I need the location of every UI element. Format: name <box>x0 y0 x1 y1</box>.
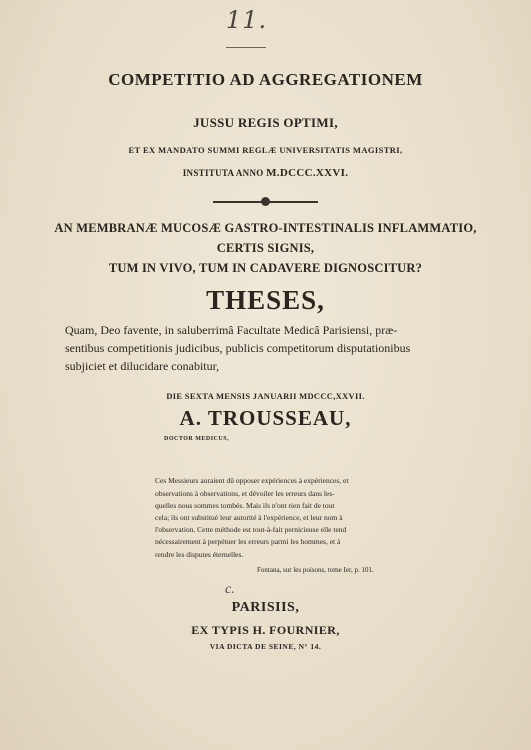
question-line-2: CERTIS SIGNIS, <box>216 241 315 255</box>
theses-heading: THESES, <box>206 285 325 315</box>
quote-line: quelles nous sommes tombés. Mais ils n'ont rien fait de tout <box>155 501 335 510</box>
quote-citation: Fontana, sur les poisons, tome Ier, p. 101. <box>257 566 374 574</box>
ornamental-rule-dot <box>261 197 270 206</box>
author-title: DOCTOR MEDICUS, <box>164 436 230 442</box>
imprint-address: VIA DICTA DE SEINE, N° 14. <box>209 642 322 651</box>
author-name: A. TROUSSEAU, <box>179 406 352 430</box>
question-line-3: TUM IN VIVO, TUM IN CADAVERE DIGNOSCITUR? <box>108 261 423 275</box>
manuscript-number: 11. <box>226 6 268 34</box>
instituta-year: M.DCCC.XXVI. <box>266 167 349 179</box>
quote-line: cela; ils ont substitué leur autorité à l'expérience, et leur nom à <box>155 513 343 522</box>
body-line-2: sentibus competitionis judicibus, publicis competitorum disputationibus <box>65 341 411 355</box>
imprint-city: PARISIIS, <box>231 600 300 615</box>
page-subtitle: JUSSU REGIS OPTIMI, <box>193 115 338 130</box>
body-line-1: Quam, Deo favente, in saluberrimâ Facultate Medicâ Parisiensi, præ- <box>65 323 398 337</box>
manuscript-underline <box>226 47 266 48</box>
body-line-3: subjiciet et dilucidare conabitur, <box>65 359 220 373</box>
quote-line: nécessairement à perpétuer les erreurs parmi les hommes, et à <box>155 537 341 546</box>
quote-line: Ces Messieurs auraient dû opposer expériences à expériences, et <box>155 476 349 485</box>
page-title: COMPETITIO AD AGGREGATIONEM <box>108 70 423 89</box>
date-line: DIE SEXTA MENSIS JANUARII MDCCC,XXVII. <box>166 391 365 401</box>
question-line-1: AN MEMBRANÆ MUCOSÆ GASTRO-INTESTINALIS INFLAMMATIO, <box>54 221 477 235</box>
quote-line: observations à observations, et dévoiler les erreurs dans les- <box>155 489 335 498</box>
mandate-line: ET EX MANDATO SUMMI REGLÆ UNIVERSITATIS MAGISTRI, <box>128 145 403 155</box>
instituta-prefix: INSTITUTA ANNO <box>182 168 264 178</box>
quote-line: l'observation. Cette méthode est tout-à-fait pernicieuse elle tend <box>155 525 347 534</box>
imprint-printer: EX TYPIS H. FOURNIER, <box>191 623 340 637</box>
quote-line: rendre les disputes éternelles. <box>155 550 244 559</box>
manuscript-mark: c. <box>225 582 235 597</box>
instituta-line <box>0 167 531 179</box>
